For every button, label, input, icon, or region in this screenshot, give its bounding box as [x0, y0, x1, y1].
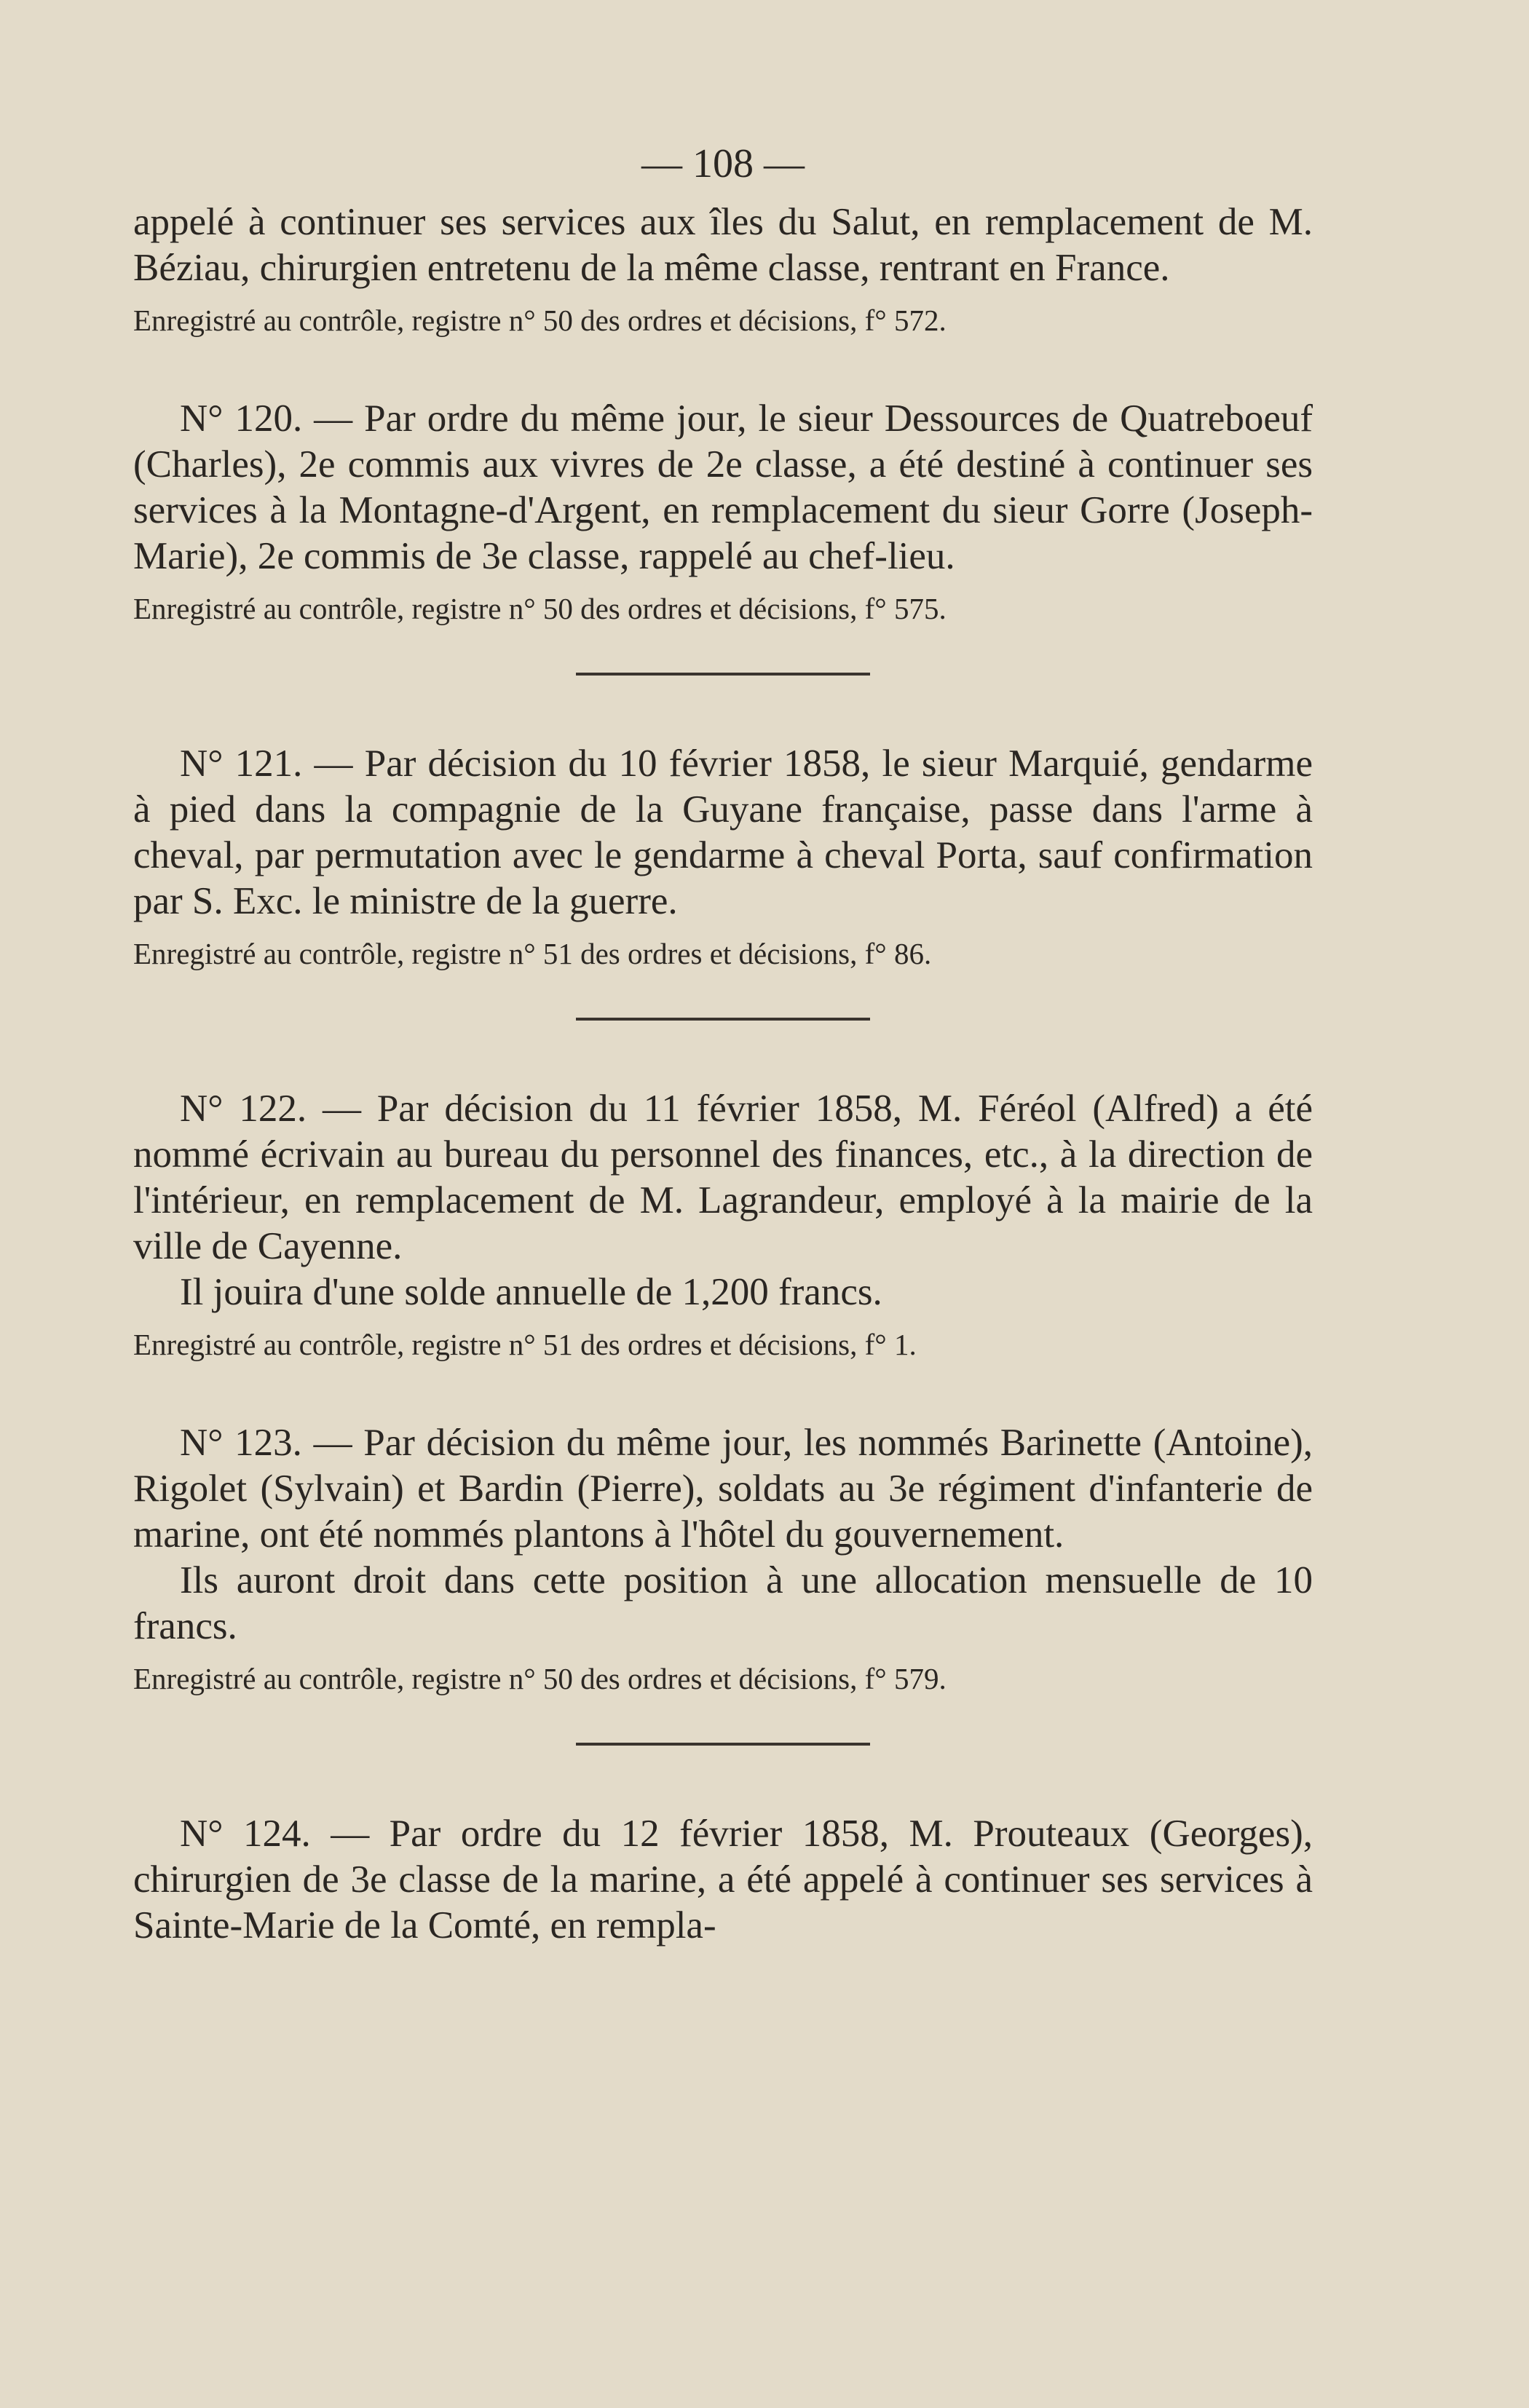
entry-120	[133, 396, 1313, 627]
paragraph: N° 123. — Par décision du même jour, les nommés Barinette (Antoine), Rigolet (Sylvain) et Bardin (Pierre), soldats au 3e régiment d'infanterie de marine, ont été nommés plantons à l'hôtel du gouvernement.	[133, 1422, 1313, 1556]
paragraph: N° 124. — Par ordre du 12 février 1858, M. Prouteaux (Georges), chirurgien de 3e classe de la marine, a été appelé à continuer ses services à Sainte-Marie de la Comté, en rempla-	[133, 1813, 1313, 1946]
entry-123	[133, 1420, 1313, 1698]
paragraph: N° 120. — Par ordre du même jour, le sieur Dessources de Quatreboeuf (Charles), 2e commis aux vivres de 2e classe, a été destiné à continuer ses services à la Montagne-d'Argent, en remplacement du sieur Gorre (Joseph-Marie), 2e commis de 3e classe, rappelé au chef-lieu.	[133, 397, 1313, 577]
entry-122	[133, 1086, 1313, 1363]
paragraph: Ils auront droit dans cette position à une allocation mensuelle de 10 francs.	[133, 1559, 1313, 1647]
register-note: Enregistré au contrôle, registre n° 50 des ordres et décisions, f° 575.	[133, 592, 947, 625]
paragraph: Il jouira d'une solde annuelle de 1,200 francs.	[180, 1271, 882, 1313]
entry-124	[133, 1811, 1313, 1949]
paragraph: N° 121. — Par décision du 10 février 1858, le sieur Marquié, gendarme à pied dans la compagnie de la Guyane française, passe dans l'arme à cheval, par permutation avec le gendarme à cheval Porta, sauf confirmation par S. Exc. le ministre de la guerre.	[133, 742, 1313, 922]
paragraph: appelé à continuer ses services aux îles du Salut, en remplacement de M. Béziau, chirurgien entretenu de la même classe, rentrant en France.	[133, 201, 1313, 289]
register-note: Enregistré au contrôle, registre n° 50 des ordres et décisions, f° 572.	[133, 304, 947, 337]
entry-continuation	[133, 199, 1313, 339]
register-note: Enregistré au contrôle, registre n° 51 des ordres et décisions, f° 1.	[133, 1328, 917, 1361]
entry-121	[133, 741, 1313, 973]
page-number: — 108 —	[641, 141, 805, 186]
document-page	[133, 131, 1313, 1949]
register-note: Enregistré au contrôle, registre n° 50 des ordres et décisions, f° 579.	[133, 1662, 947, 1695]
paragraph: N° 122. — Par décision du 11 février 1858, M. Féréol (Alfred) a été nommé écrivain au bureau du personnel des finances, etc., à la direction de l'intérieur, en remplacement de M. Lagrandeur, employé à la mairie de la ville de Cayenne.	[133, 1088, 1313, 1267]
register-note: Enregistré au contrôle, registre n° 51 des ordres et décisions, f° 86.	[133, 937, 932, 970]
